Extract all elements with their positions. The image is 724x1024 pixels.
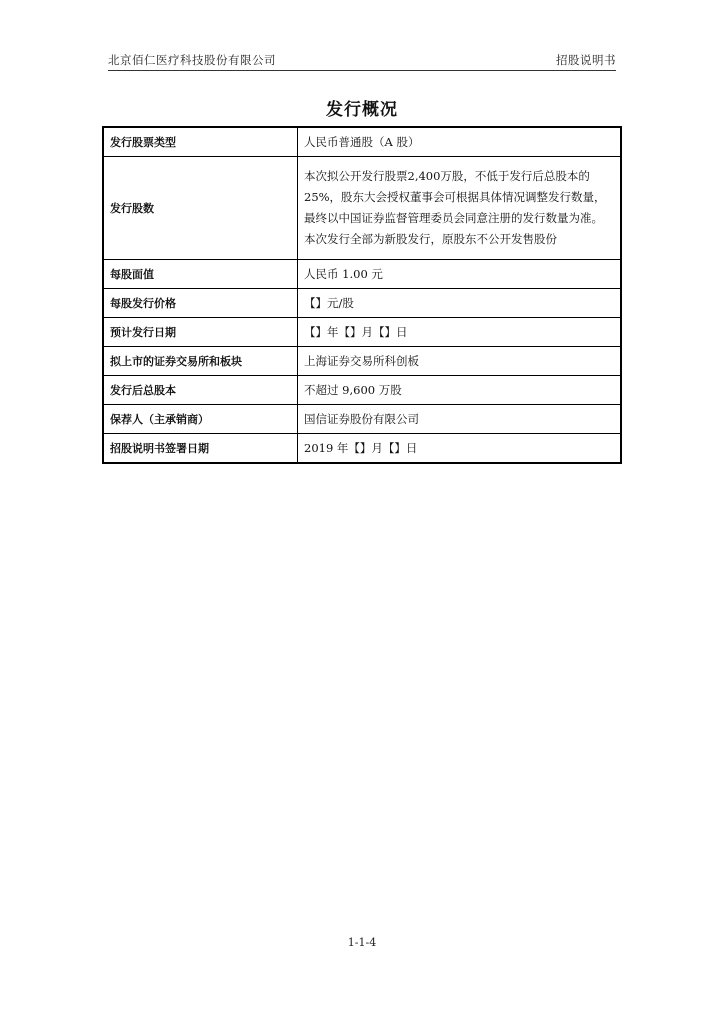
page-title: 发行概况: [326, 100, 398, 120]
row-label: 每股发行价格: [103, 289, 298, 318]
table-row: [103, 318, 621, 347]
offering-overview-table: [102, 126, 622, 464]
table-row: [103, 376, 621, 405]
row-label: 保荐人（主承销商）: [103, 405, 298, 434]
row-label: 发行股数: [103, 157, 298, 260]
row-label: 拟上市的证券交易所和板块: [103, 347, 298, 376]
row-label: 预计发行日期: [103, 318, 298, 347]
page-number: 1-1-4: [347, 936, 377, 949]
company-name: 北京佰仁医疗科技股份有限公司: [108, 53, 276, 67]
document-type: 招股说明书: [556, 53, 616, 67]
row-value: 人民币 1.00 元: [298, 260, 622, 289]
row-value: 2019 年【】月【】日: [298, 434, 622, 464]
table-row: [103, 289, 621, 318]
table-row: [103, 260, 621, 289]
row-label: 每股面值: [103, 260, 298, 289]
row-label: 发行股票类型: [103, 127, 298, 157]
row-value: 【】年【】月【】日: [298, 318, 622, 347]
table-row: [103, 347, 621, 376]
table-row: [103, 157, 621, 260]
row-value: 本次拟公开发行股票2,400万股，不低于发行后总股本的25%，股东大会授权董事会可根据具体情况调整发行数量，最终以中国证券监督管理委员会同意注册的发行数量为准。本次发行全部为新股发行，原股东不公开发售股份: [298, 157, 622, 260]
row-value: 上海证券交易所科创板: [298, 347, 622, 376]
table-row: [103, 434, 621, 464]
row-label: 招股说明书签署日期: [103, 434, 298, 464]
row-label: 发行后总股本: [103, 376, 298, 405]
table-row: [103, 405, 621, 434]
page-header: [108, 50, 616, 71]
table-row: [103, 127, 621, 157]
row-value: 人民币普通股（A 股）: [298, 127, 622, 157]
row-value: 国信证券股份有限公司: [298, 405, 622, 434]
row-value: 不超过 9,600 万股: [298, 376, 622, 405]
row-value: 【】元/股: [298, 289, 622, 318]
